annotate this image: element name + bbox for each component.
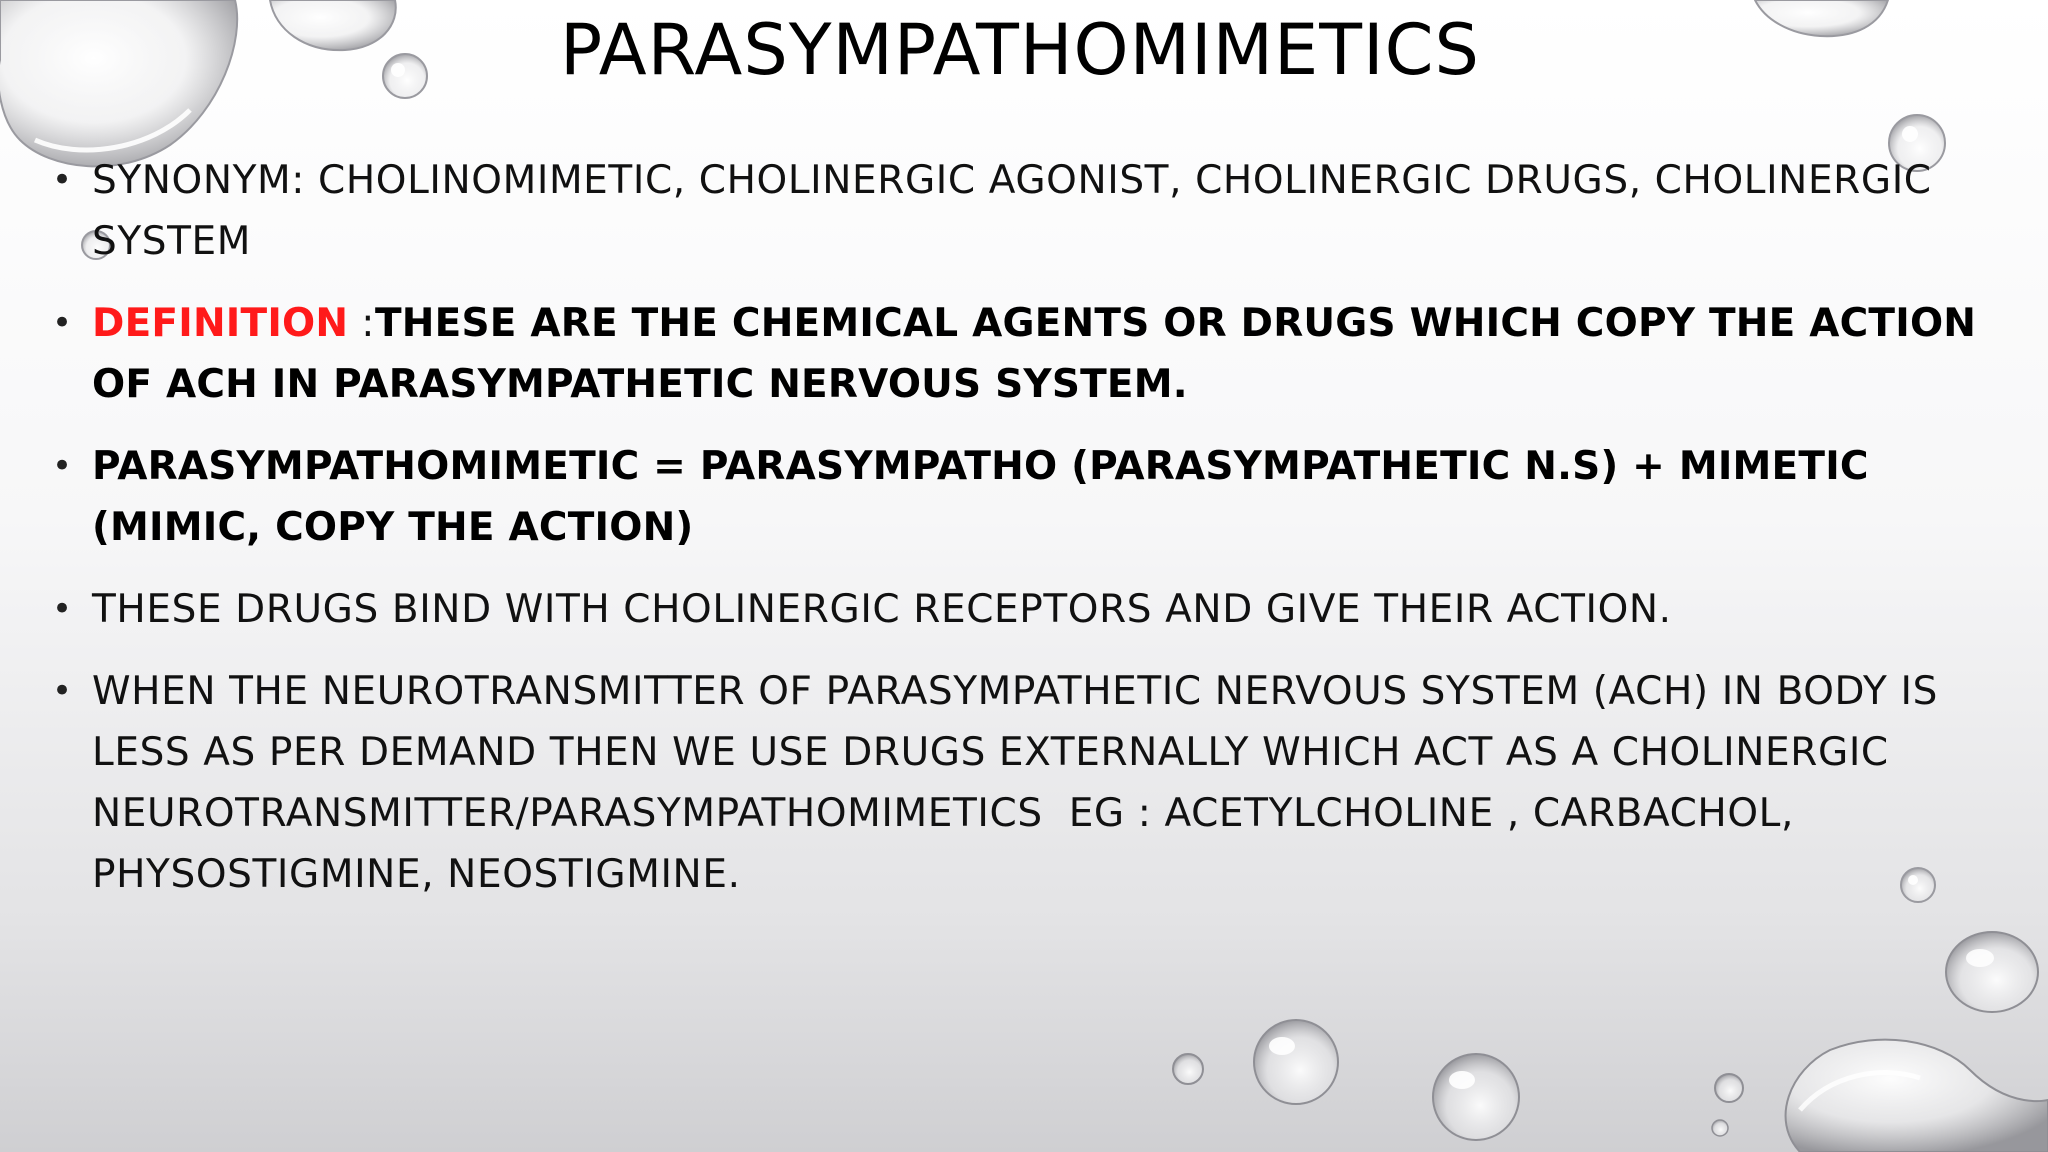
droplet-bottom-4 [1715, 1074, 1743, 1102]
synonym-text: SYNONYM: CHOLINOMIMETIC, CHOLINERGIC AGONIST, CHOLINERGIC DRUGS, CHOLINERGIC SYSTEM [92, 158, 1932, 264]
droplet-bottom-2 [1173, 1054, 1203, 1084]
bullet-definition [52, 293, 2002, 415]
bullet-etymology [52, 436, 2002, 558]
usage-text: WHEN THE NEUROTRANSMITTER OF PARASYMPATHETIC NERVOUS SYSTEM (ACH) IN BODY IS LESS AS PER DEMAND THEN WE USE DRUGS EXTERNALLY WHICH ACT AS A CHOLINERGIC NEUROTRANSMITTER/PARASYMPATHOMIMETICS EG : ACETYLCHOLINE , CARBACHOL, PHYSOSTIGMINE, NEOSTIGMINE. [92, 669, 1951, 897]
binding-text: THESE DRUGS BIND WITH CHOLINERGIC RECEPTORS AND GIVE THEIR ACTION. [92, 587, 1672, 632]
definition-text: THESE ARE THE CHEMICAL AGENTS OR DRUGS WHICH COPY THE ACTION OF ACH IN PARASYMPATHETIC NERVOUS SYSTEM. [92, 301, 1977, 407]
etymology-text: PARASYMPATHOMIMETIC = PARASYMPATHO (PARASYMPATHETIC N.S) + MIMETIC (MIMIC, COPY THE ACTION) [92, 444, 1869, 550]
definition-separator: : [348, 301, 375, 346]
bullet-synonym [52, 150, 2002, 272]
droplet-bottom-5 [1712, 1120, 1728, 1136]
droplet-bottom-1 [1254, 1020, 1338, 1104]
bullet-binding [52, 579, 2002, 640]
droplet-bottom-right-large [1786, 932, 2048, 1152]
bullet-usage [52, 661, 2002, 905]
definition-label: DEFINITION [92, 301, 349, 346]
droplet-bottom-3 [1433, 1054, 1519, 1140]
bullet-list [52, 150, 2002, 926]
slide-title: PARASYMPATHOMIMETICS [560, 9, 1480, 91]
